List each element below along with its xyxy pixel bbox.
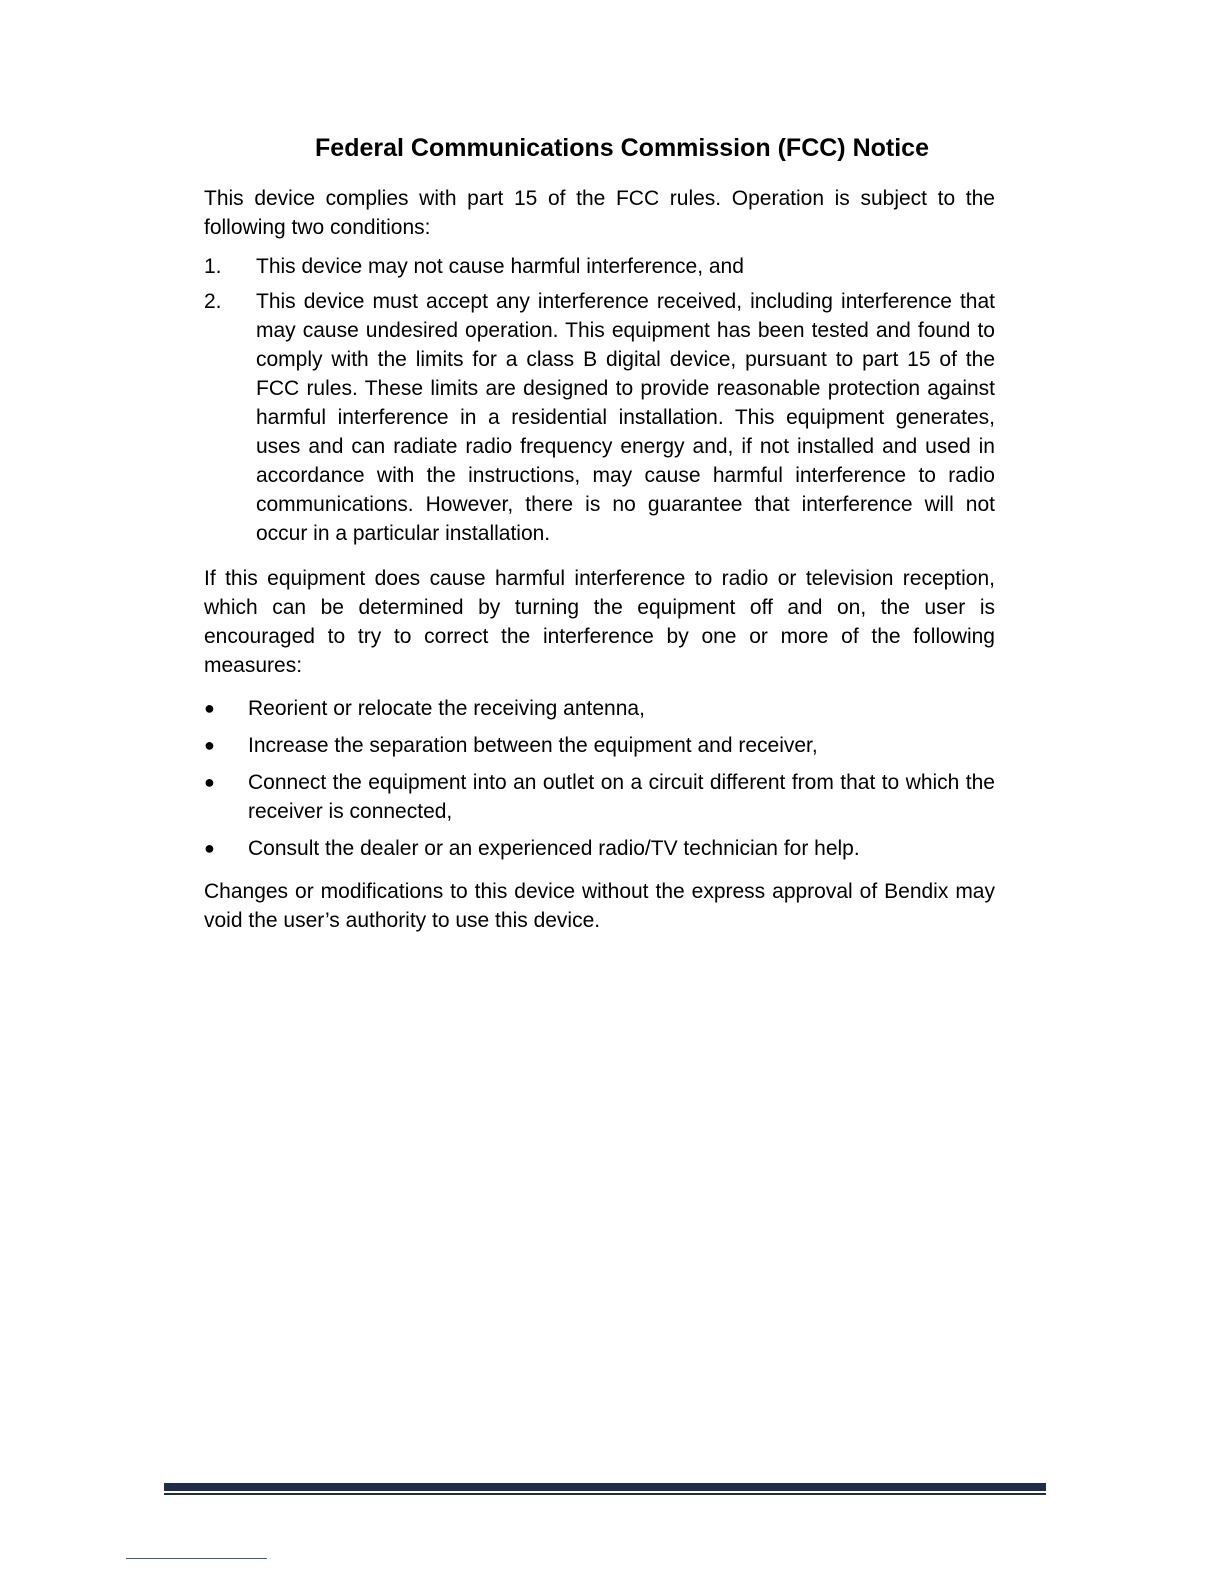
footer-divider-thick <box>164 1483 1046 1491</box>
condition-number: 1. <box>204 255 222 278</box>
condition-item <box>204 252 995 281</box>
measure-text: Reorient or relocate the receiving antenna, <box>248 697 645 720</box>
bullet-icon: ● <box>204 772 215 792</box>
footer-divider-thin <box>164 1493 1046 1495</box>
measure-item <box>204 694 995 723</box>
measure-item <box>204 768 995 826</box>
measures-list <box>204 694 995 863</box>
condition-number: 2. <box>204 290 222 313</box>
measure-item <box>204 731 995 760</box>
bullet-icon: ● <box>204 735 215 755</box>
page-title: Federal Communications Commission (FCC) Notice <box>315 134 929 162</box>
measure-text: Connect the equipment into an outlet on a circuit different from that to which the receiver is connected, <box>248 771 995 823</box>
condition-text: This device must accept any interference received, including interference that may cause undesired operation. This equipment has been tested and found to comply with the limits for a class B digital device, pursuant to part 15 of the FCC rules. These limits are designed to provide reasonable protection against harmful interference in a residential installation. This equipment generates, uses and can radiate radio frequency energy and, if not installed and used in accordance with the instructions, may cause harmful interference to radio communications. However, there is no guarantee that interference will not occur in a particular installation. <box>256 290 995 545</box>
condition-text: This device may not cause harmful interference, and <box>256 255 744 278</box>
measure-text: Increase the separation between the equipment and receiver, <box>248 734 818 757</box>
measures-intro-paragraph: If this equipment does cause harmful interference to radio or television reception, which can be determined by turning the equipment off and on, the user is encouraged to try to correct the interference by one or more of the following measures: <box>204 567 995 677</box>
condition-item <box>204 287 995 548</box>
notice-body <box>204 184 995 935</box>
conditions-list <box>204 252 995 548</box>
bullet-icon: ● <box>204 838 215 858</box>
measure-item <box>204 834 995 863</box>
bullet-icon: ● <box>204 698 215 718</box>
intro-paragraph: This device complies with part 15 of the FCC rules. Operation is subject to the following two conditions: <box>204 187 995 239</box>
closing-paragraph: Changes or modifications to this device without the express approval of Bendix may void the user’s authority to use this device. <box>204 880 995 932</box>
measure-text: Consult the dealer or an experienced radio/TV technician for help. <box>248 837 860 860</box>
footnote-divider <box>126 1558 267 1559</box>
